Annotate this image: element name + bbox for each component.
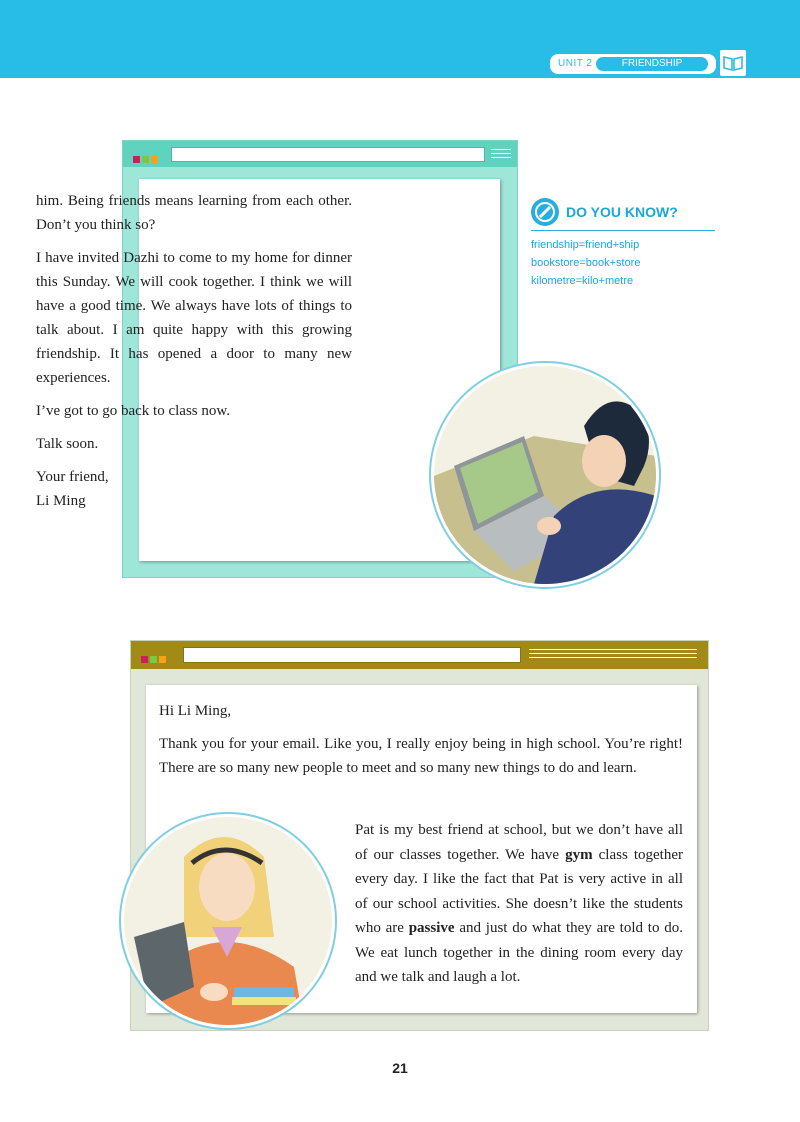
vocab-word-gym: gym [565, 846, 593, 863]
email1-paragraph: I’ve got to go back to class now. [36, 403, 230, 419]
list-item: bookstore=book+store [531, 257, 641, 269]
window-controls [133, 150, 160, 168]
address-bar [183, 647, 521, 663]
do-you-know-title: DO YOU KNOW? [566, 204, 678, 220]
boy-laptop-illustration [431, 363, 659, 587]
email2-greeting: Hi Li Ming, [159, 703, 232, 719]
girl-laptop-illustration [121, 814, 335, 1028]
text-run: class together every day. I like the fact that Pat is very active in all of our school activities. She doesn’t like the students who are [355, 846, 683, 936]
unit-label: UNIT 2 [558, 58, 593, 69]
window-titlebar [131, 641, 708, 669]
email1-signature: Li Ming [36, 493, 86, 509]
email1-paragraph: him. Being friends means learning from each other. Don’t you think so? [36, 193, 352, 233]
page-number: 21 [392, 1060, 408, 1076]
email1-paragraph: Talk soon. [36, 436, 99, 452]
word-formation-list [531, 236, 640, 290]
pencil-icon [531, 198, 559, 226]
email1-body [36, 189, 352, 513]
email1-closing: Your friend, [36, 469, 109, 485]
list-item: kilometre=kilo+metre [531, 275, 634, 287]
email2-paragraph [355, 818, 683, 990]
email2-intro [159, 699, 683, 789]
address-bar [171, 147, 485, 162]
email2-paragraph: Thank you for your email. Like you, I really enjoy being in high school. You’re right! There are so many new people to meet and so many new things to do and learn. [159, 736, 683, 776]
topic-label: FRIENDSHIP [596, 57, 708, 71]
email1-paragraph: I have invited Dazhi to come to my home for dinner this Sunday. We will cook together. I think we will have a good time. We always have lots of things to talk about. I am quite happy with this growing friendship. It has opened a door to many new experiences. [36, 250, 352, 386]
text-run: Pat is my best friend at school, but we don’t have all of our classes together. We have [355, 822, 683, 863]
list-item: friendship=friend+ship [531, 239, 640, 251]
unit-tab [548, 52, 718, 76]
window-controls [141, 650, 168, 668]
text-run: and just do what they are told to do. We eat lunch together in the dining room every day and we talk and laugh a lot. [355, 920, 683, 985]
vocab-word-passive: passive [408, 920, 455, 936]
book-icon [718, 48, 748, 78]
bar-lines-icon [529, 649, 697, 661]
bar-lines-icon [491, 149, 511, 161]
divider [531, 230, 715, 231]
window-titlebar [123, 141, 517, 167]
